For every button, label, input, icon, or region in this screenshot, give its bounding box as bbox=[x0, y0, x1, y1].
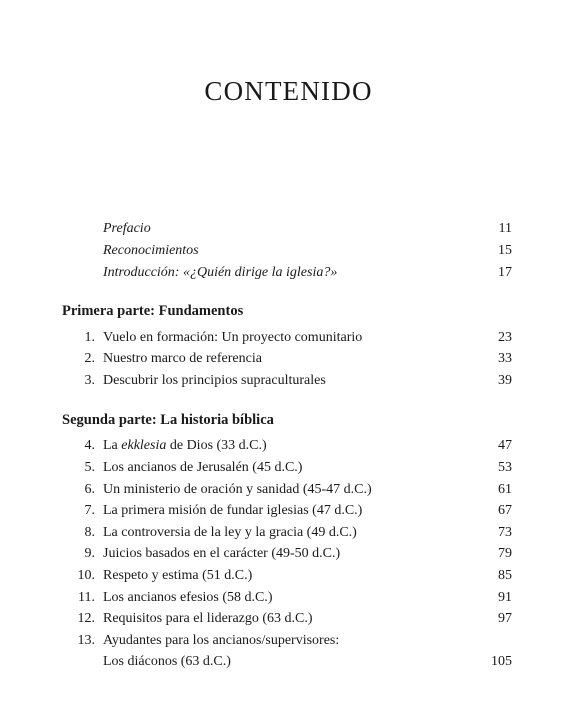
toc-entry-chapter-7 bbox=[62, 501, 512, 521]
toc-entry-page: 15 bbox=[498, 243, 512, 258]
toc-entry-label: La primera misión de fundar iglesias (47 d.C.) bbox=[103, 503, 363, 518]
toc-entry-page: 79 bbox=[498, 546, 512, 561]
toc-entry-label: Nuestro marco de referencia bbox=[103, 351, 262, 366]
chapter-number: 11. bbox=[78, 590, 95, 605]
chapter-number: 4. bbox=[84, 438, 95, 453]
toc-entry-page: 53 bbox=[498, 460, 512, 475]
toc-entry-label: Introducción: «¿Quién dirige la iglesia?» bbox=[103, 265, 338, 280]
toc-entry-page: 73 bbox=[498, 525, 512, 540]
chapter-number: 7. bbox=[84, 503, 95, 518]
toc-entry-chapter-1 bbox=[62, 328, 512, 348]
chapter-number: 2. bbox=[84, 351, 95, 366]
toc-entry-label: Reconocimientos bbox=[103, 243, 199, 258]
toc-entry-introduccion bbox=[62, 263, 512, 283]
toc-entry-chapter-11 bbox=[62, 588, 512, 608]
toc-entry-chapter-13 bbox=[62, 631, 512, 651]
toc-entry-label-line2: Los diáconos (63 d.C.) bbox=[103, 654, 231, 669]
toc-entry-chapter-3 bbox=[62, 371, 512, 391]
toc-entry-chapter-2 bbox=[62, 349, 512, 369]
toc-entry-page: 85 bbox=[498, 568, 512, 583]
toc-entry-reconocimientos bbox=[62, 241, 512, 261]
toc-entry-chapter-4 bbox=[62, 436, 512, 456]
toc-entry-page: 33 bbox=[498, 351, 512, 366]
chapter-number: 3. bbox=[84, 373, 95, 388]
chapter-number: 13. bbox=[77, 633, 95, 648]
toc-entry-label bbox=[103, 436, 267, 456]
chapter-number: 5. bbox=[84, 460, 95, 475]
page-title: CONTENIDO bbox=[204, 76, 373, 106]
toc-entry-label: Respeto y estima (51 d.C.) bbox=[103, 568, 253, 583]
toc-entry-label-post: de Dios (33 d.C.) bbox=[166, 438, 267, 453]
toc-entry-page: 105 bbox=[491, 654, 512, 669]
toc-entry-page: 11 bbox=[498, 221, 512, 236]
toc-entry-label: Los ancianos de Jerusalén (45 d.C.) bbox=[103, 460, 303, 475]
chapter-number: 9. bbox=[84, 546, 95, 561]
toc-entry-page: 61 bbox=[498, 482, 512, 497]
chapter-number: 8. bbox=[84, 525, 95, 540]
part-heading-2: Segunda parte: La historia bíblica bbox=[62, 412, 274, 428]
toc-entry-page: 91 bbox=[498, 590, 512, 605]
toc-entry-chapter-12 bbox=[62, 609, 512, 629]
chapter-number: 12. bbox=[77, 611, 95, 626]
toc-entry-label-pre: La bbox=[103, 438, 122, 453]
toc-entry-chapter-5 bbox=[62, 458, 512, 478]
toc-entry-page: 23 bbox=[498, 330, 512, 345]
toc-entry-chapter-6 bbox=[62, 480, 512, 500]
toc-entry-page: 47 bbox=[498, 438, 512, 453]
chapter-number: 10. bbox=[77, 568, 95, 583]
toc-entry-label: Descubrir los principios supraculturales bbox=[103, 373, 326, 388]
toc-entry-label: Requisitos para el liderazgo (63 d.C.) bbox=[103, 611, 313, 626]
toc-entry-label: Vuelo en formación: Un proyecto comunitario bbox=[103, 330, 363, 345]
toc-entry-page: 67 bbox=[498, 503, 512, 518]
toc-entry-label: Un ministerio de oración y sanidad (45-47 d.C.) bbox=[103, 482, 372, 497]
toc-entry-label: Prefacio bbox=[103, 221, 151, 236]
toc-entry-label: La controversia de la ley y la gracia (49 d.C.) bbox=[103, 525, 357, 540]
toc-entry-page: 39 bbox=[498, 373, 512, 388]
toc-entry-label: Ayudantes para los ancianos/supervisores: bbox=[103, 633, 340, 648]
chapter-number: 6. bbox=[84, 482, 95, 497]
toc-entry-label: Los ancianos efesios (58 d.C.) bbox=[103, 590, 273, 605]
toc-entry-chapter-10 bbox=[62, 566, 512, 586]
toc-entry-page: 17 bbox=[498, 265, 512, 280]
toc-entry-prefacio bbox=[62, 219, 512, 239]
toc-entry-chapter-8 bbox=[62, 523, 512, 543]
toc-entry-chapter-13-continued bbox=[62, 652, 512, 672]
toc-entry-chapter-9 bbox=[62, 544, 512, 564]
toc-entry-label-emphasis: ekklesia bbox=[121, 438, 167, 453]
part-heading-1: Primera parte: Fundamentos bbox=[62, 303, 244, 319]
toc-entry-page: 97 bbox=[498, 611, 512, 626]
toc-entry-label: Juicios basados en el carácter (49-50 d.C.) bbox=[103, 546, 341, 561]
chapter-number: 1. bbox=[84, 330, 95, 345]
